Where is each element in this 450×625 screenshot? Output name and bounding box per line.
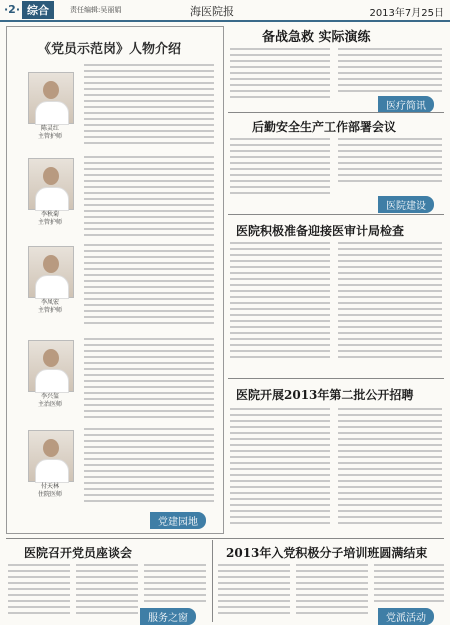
article-body [338,242,442,362]
tag-party-building: 党建园地 [150,512,206,529]
issue-date: 2013年7月25日 [369,8,444,19]
feature-title: 《党员示范岗》人物介绍 [38,42,182,57]
paper-name: 海医院报 [190,5,234,18]
article-body [296,564,368,618]
tag-hospital-construction: 医院建设 [378,196,434,213]
photo-1 [28,72,74,124]
person-name: 陈灵红 [40,125,59,132]
article-body [230,48,330,102]
tag-service-window: 服务之窗 [140,608,196,625]
article-title: 备战急救 实际演练 [262,30,371,45]
person-role: 住院医师 [37,491,62,498]
article-body [338,408,442,528]
editor-credit: 责任编辑:吴丽娟 [70,6,122,14]
article-body [230,242,330,362]
article-body [230,408,330,528]
photo-2 [28,158,74,210]
feature-body-4 [84,338,214,422]
feature-body-1 [84,64,214,148]
article-body [8,564,70,618]
article-body [218,564,290,618]
article-body [338,138,442,186]
person-role: 主管护师 [37,307,62,314]
person-role: 主管护师 [37,219,62,226]
person-name: 李凤宏 [40,299,59,306]
article-body [144,564,206,606]
article-body [374,564,444,606]
photo-5 [28,430,74,482]
page-number: ·2· [4,3,21,16]
person-name: 李秋菊 [40,211,59,218]
article-title: 后勤安全生产工作部署会议 [252,120,397,134]
article-title: 2013年入党积极分子培训班圆满结束 [226,546,428,560]
person-role: 主治医师 [37,401,62,408]
person-name: 付天林 [40,483,59,490]
article-body [338,48,442,96]
feature-body-5 [84,428,214,506]
section-label: 综合 [22,1,54,19]
photo-3 [28,246,74,298]
feature-body-3 [84,244,214,328]
article-body [230,138,330,198]
tag-medical-brief: 医疗简讯 [378,96,434,113]
photo-4 [28,340,74,392]
person-role: 主管护师 [37,133,62,140]
person-name: 李兴玺 [40,393,59,400]
page-header [0,0,450,22]
article-title: 医院开展2013年第二批公开招聘 [236,388,414,402]
feature-body-2 [84,156,214,240]
article-body [76,564,138,618]
tag-party-activity: 党派活动 [378,608,434,625]
article-title: 医院积极准备迎接医审计局检查 [236,224,405,238]
article-title: 医院召开党员座谈会 [24,546,133,560]
